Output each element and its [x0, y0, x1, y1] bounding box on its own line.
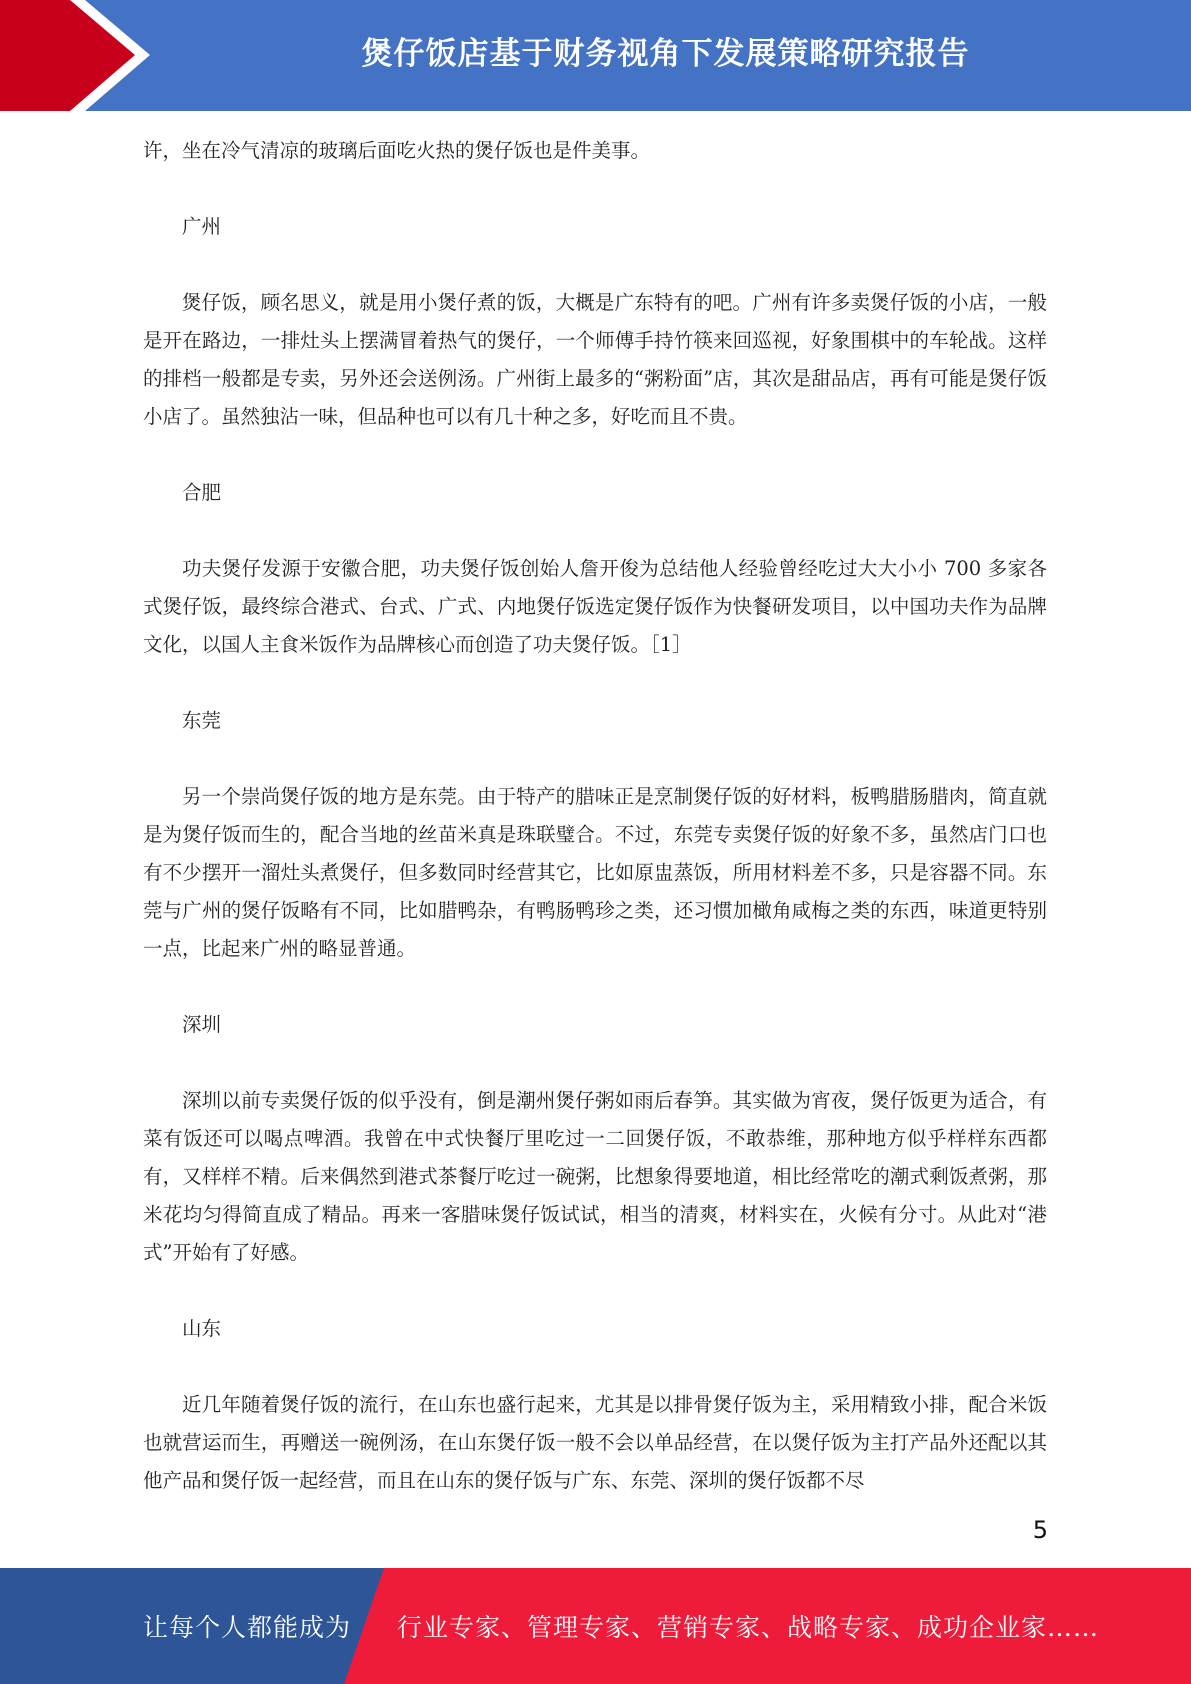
footer-slogan-left: 让每个人都能成为 [143, 1613, 352, 1642]
footer-slogan-right: 行业专家、管理专家、营销专家、战略专家、成功企业家…… [397, 1613, 1100, 1642]
section-heading-hefei: 合肥 [182, 481, 222, 504]
paragraph-dongguan: 另一个崇尚煲仔饭的地方是东莞。由于特产的腊味正是烹制煲仔饭的好材料，板鸭腊肠腊肉，简直就是为煲仔饭而生的，配合当地的丝苗米真是珠联璧合。不过，东莞专卖煲仔饭的好象不多，虽然店门口也有不少摆开一溜灶头煮煲仔，但多数同时经营其它，比如原盅蒸饭，所用材料差不多，只是容器不同。东莞与广州的煲仔饭略有不同，比如腊鸭杂，有鸭肠鸭珍之类，还习惯加橄角咸梅之类的东西，味道更特别一点，比起来广州的略显普通。 [143, 785, 1047, 960]
section-heading-shandong: 山东 [182, 1317, 222, 1340]
paragraph-intro: 许，坐在冷气清凉的玻璃后面吃火热的煲仔饭也是件美事。 [143, 139, 651, 162]
paragraph-shenzhen: 深圳以前专卖煲仔饭的似乎没有，倒是潮州煲仔粥如雨后春笋。其实做为宵夜，煲仔饭更为适合，有菜有饭还可以喝点啤酒。我曾在中式快餐厅里吃过一二回煲仔饭，不敢恭维，那种地方似乎样样东西都有，又样样不精。后来偶然到港式茶餐厅吃过一碗粥，比想象得要地道，相比经常吃的潮式剩饭煮粥，那米花均匀得简直成了精品。再来一客腊味煲仔饭试试，相当的清爽，材料实在，火候有分寸。从此对“港式”开始有了好感。 [143, 1089, 1047, 1264]
page-number: 5 [1032, 1516, 1048, 1544]
paragraph-shandong: 近几年随着煲仔饭的流行，在山东也盛行起来，尤其是以排骨煲仔饭为主，采用精致小排，配合米饭也就营运而生，再赠送一碗例汤，在山东煲仔饭一般不会以单品经营，在以煲仔饭为主打产品外还配以其他产品和煲仔饭一起经营，而且在山东的煲仔饭与广东、东莞、深圳的煲仔饭都不尽 [143, 1393, 1047, 1492]
document-title: 煲仔饭店基于财务视角下发展策略研究报告 [361, 35, 970, 72]
section-heading-dongguan: 东莞 [182, 709, 222, 732]
header-band [0, 0, 1191, 111]
section-heading-shenzhen: 深圳 [182, 1013, 222, 1036]
footer-band [0, 1568, 1191, 1684]
document-body [143, 132, 1047, 1500]
paragraph-hefei: 功夫煲仔发源于安徽合肥，功夫煲仔饭创始人詹开俊为总结他人经验曾经吃过大大小小 700 多家各式煲仔饭，最终综合港式、台式、广式、内地煲仔饭选定煲仔饭作为快餐研发项目，以中国功夫作为品牌文化，以国人主食米饭作为品牌核心而创造了功夫煲仔饭。［1］ [143, 557, 1047, 656]
header-arrow-decoration [0, 0, 160, 111]
paragraph-guangzhou: 煲仔饭，顾名思义，就是用小煲仔煮的饭，大概是广东特有的吧。广州有许多卖煲仔饭的小店，一般是开在路边，一排灶头上摆满冒着热气的煲仔，一个师傅手持竹筷来回巡视，好象围棋中的车轮战。这样的排档一般都是专卖，另外还会送例汤。广州街上最多的“粥粉面”店，其次是甜品店，再有可能是煲仔饭小店了。虽然独沾一味，但品种也可以有几十种之多，好吃而且不贵。 [143, 291, 1047, 428]
section-heading-guangzhou: 广州 [182, 215, 222, 238]
